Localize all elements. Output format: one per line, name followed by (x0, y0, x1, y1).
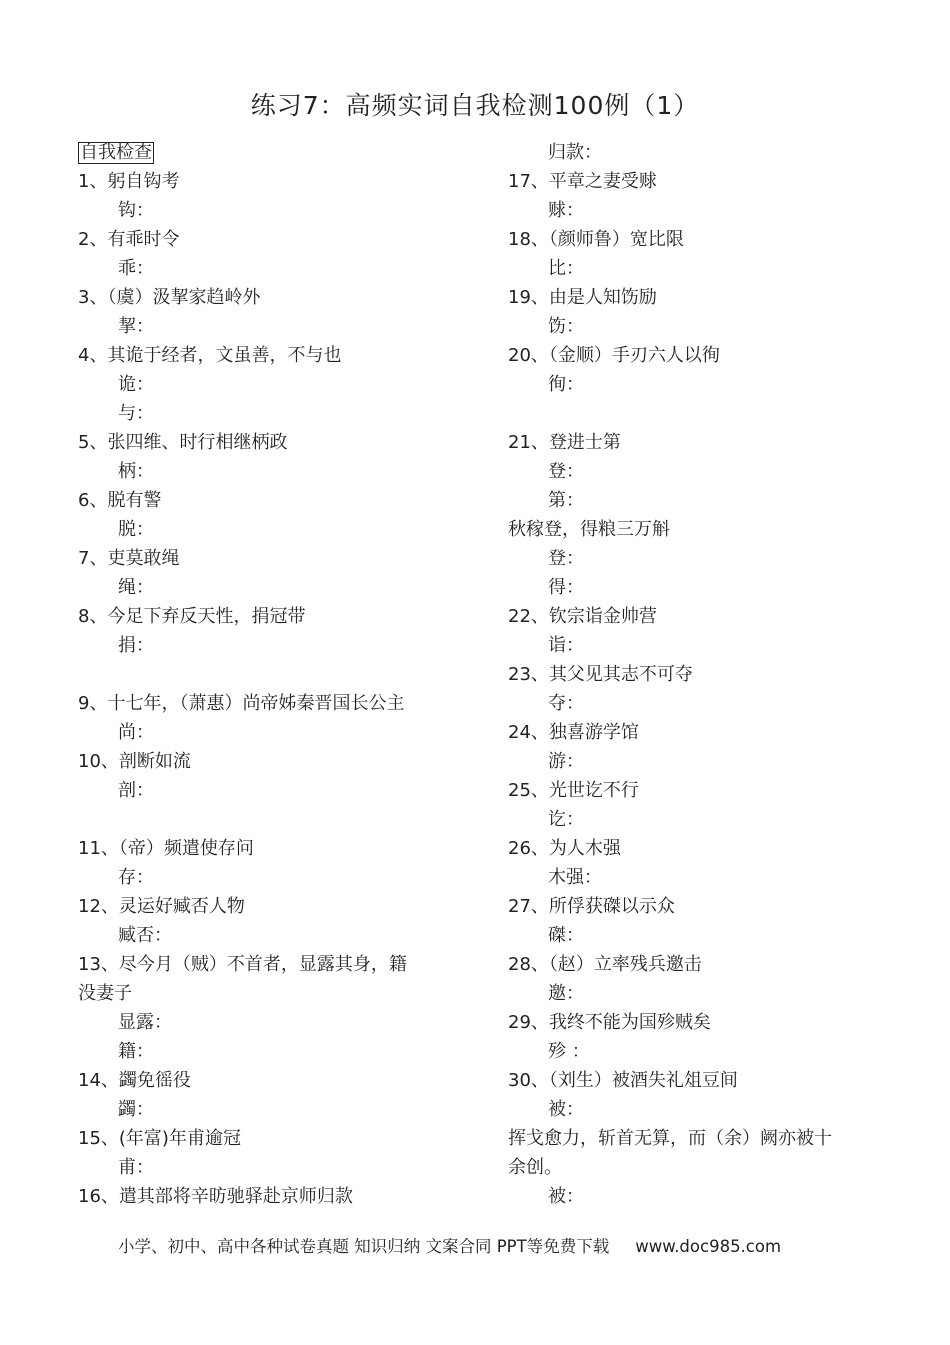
answer-line: 诣： (548, 635, 584, 656)
answer-line: 捐： (118, 635, 154, 656)
question-line: 15、(年富)年甫逾冠 (78, 1128, 241, 1149)
answer-line: 挈： (118, 316, 154, 337)
answer-line: 木强： (548, 867, 602, 888)
question-line: 6、脱有警 (78, 490, 162, 511)
answer-line: 尚： (118, 722, 154, 743)
question-line: 挥戈愈力，斩首无算，而（余）阙亦被十 (508, 1128, 832, 1149)
question-line: 23、其父见其志不可夺 (508, 664, 693, 685)
question-line: 5、张四维、时行相继柄政 (78, 432, 288, 453)
question-line: 30、（刘生）被酒失礼俎豆间 (508, 1070, 738, 1091)
footer (118, 1233, 781, 1257)
question-line: 17、平章之妻受赇 (508, 171, 657, 192)
question-line: 秋稼登，得粮三万斛 (508, 519, 670, 540)
answer-line: 钩： (118, 200, 154, 221)
answer-line: 乖： (118, 258, 154, 279)
page-title: 练习7：高频实词自我检测100例（1） (250, 91, 700, 120)
footer-url: www.doc985.com (635, 1237, 782, 1256)
answer-line: 被： (548, 1099, 584, 1120)
question-line: 13、尽今月（贼）不首者，显露其身，籍 (78, 954, 407, 975)
section-heading (78, 138, 458, 167)
question-line: 8、今足下弃反天性，捐冠带 (78, 606, 306, 627)
question-line: 18、（颜师鲁）宽比限 (508, 229, 684, 250)
left-column (78, 138, 458, 1211)
answer-line: 磔： (548, 925, 584, 946)
answer-line: 饬： (548, 316, 584, 337)
question-line: 16、遣其部将辛昉驰驿赴京师归款 (78, 1186, 353, 1207)
answer-line: 甫： (118, 1157, 154, 1178)
question-line: 21、登进士第 (508, 432, 621, 453)
answer-line: 登： (548, 461, 584, 482)
answer-line: 比： (548, 258, 584, 279)
question-line: 10、剖断如流 (78, 751, 191, 772)
question-line: 20、（金顺）手刃六人以徇 (508, 345, 720, 366)
question-line: 余创。 (508, 1157, 562, 1178)
question-line: 29、我终不能为国殄贼矣 (508, 1012, 711, 1033)
question-line: 4、其诡于经者，文虽善，不与也 (78, 345, 342, 366)
question-line: 25、光世讫不行 (508, 780, 639, 801)
question-line: 11、（帝）频遣使存问 (78, 838, 254, 859)
answer-line: 脱： (118, 519, 154, 540)
question-line: 没妻子 (78, 983, 132, 1004)
question-line: 24、独喜游学馆 (508, 722, 639, 743)
answer-line: 游： (548, 751, 584, 772)
section-heading-label: 自我检查 (80, 142, 152, 163)
answer-line: 登： (548, 548, 584, 569)
question-line: 28、（赵）立率残兵邀击 (508, 954, 702, 975)
answer-line: 诡： (118, 374, 154, 395)
answer-line: 被： (548, 1186, 584, 1207)
answer-line: 邀： (548, 983, 584, 1004)
question-line: 27、所俘获磔以示众 (508, 896, 675, 917)
question-line: 9、十七年，（萧惠）尚帝姊秦晋国长公主 (78, 693, 405, 714)
answer-line: 存： (118, 867, 154, 888)
question-line: 7、吏莫敢绳 (78, 548, 180, 569)
answer-line: 剖： (118, 780, 154, 801)
question-line: 3、（虞）汲挈家趋岭外 (78, 287, 261, 308)
blank-line (78, 660, 458, 689)
blank-line (78, 805, 458, 834)
question-line: 26、为人木强 (508, 838, 621, 859)
question-line: 22、钦宗诣金帅营 (508, 606, 657, 627)
question-line: 19、由是人知饬励 (508, 287, 657, 308)
right-column (508, 138, 878, 1211)
answer-line: 归款： (548, 142, 602, 163)
answer-line: 蠲： (118, 1099, 154, 1120)
answer-line: 徇： (548, 374, 584, 395)
footer-text: 小学、初中、高中各种试卷真题 知识归纳 文案合同 PPT等免费下载 (118, 1237, 610, 1256)
answer-line: 第： (548, 490, 584, 511)
answer-line: 显露： (118, 1012, 172, 1033)
answer-line: 讫： (548, 809, 584, 830)
answer-line: 赇： (548, 200, 584, 221)
answer-line: 殄 ： (548, 1041, 590, 1062)
answer-line: 臧否： (118, 925, 172, 946)
answer-line: 籍： (118, 1041, 154, 1062)
answer-line: 得： (548, 577, 584, 598)
blank-line (508, 399, 878, 428)
answer-line: 柄： (118, 461, 154, 482)
question-line: 12、灵运好臧否人物 (78, 896, 245, 917)
answer-line: 夺： (548, 693, 584, 714)
answer-line: 与： (118, 403, 154, 424)
question-line: 14、蠲免徭役 (78, 1070, 191, 1091)
question-line: 1、躬自钩考 (78, 171, 180, 192)
answer-line: 绳： (118, 577, 154, 598)
question-line: 2、有乖时令 (78, 229, 180, 250)
